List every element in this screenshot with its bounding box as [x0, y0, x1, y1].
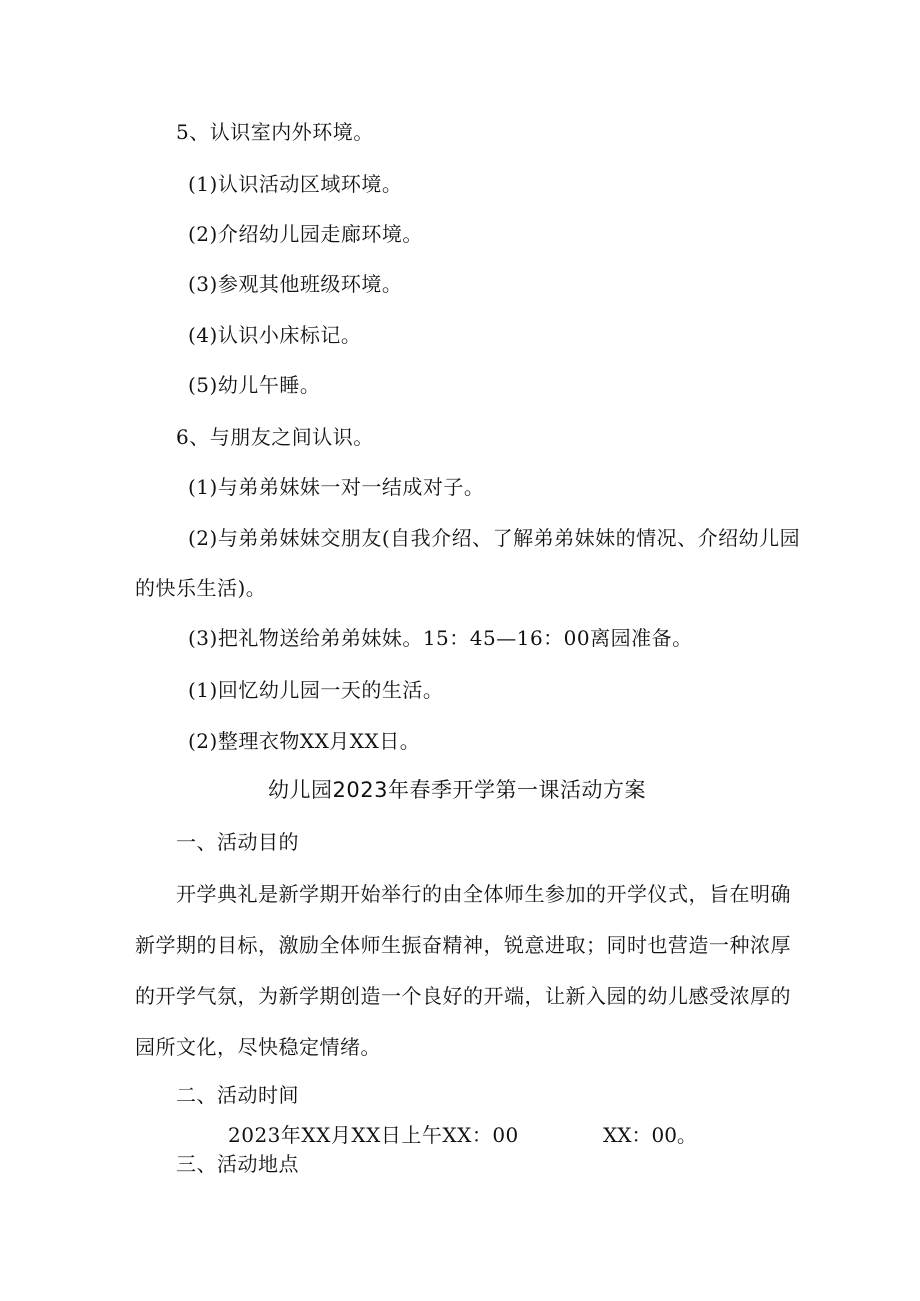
- purpose-heading: 一、活动目的: [176, 830, 299, 854]
- purpose-line-4: 园所文化，尽快稳定情绪。: [135, 1035, 381, 1059]
- purpose-line-2: 新学期的目标，激励全体师生振奋精神，锐意进取；同时也营造一种浓厚: [135, 933, 791, 957]
- section5-item-2: (2)介绍幼儿园走廊环境。: [188, 222, 423, 246]
- time-heading: 二、活动时间: [176, 1083, 299, 1107]
- plan-title: 幼儿园2023年春季开学第一课活动方案: [268, 778, 646, 802]
- section5-item-1: (1)认识活动区域环境。: [188, 172, 403, 196]
- purpose-line-3: 的开学气氛，为新学期创造一个良好的开端，让新入园的幼儿感受浓厚的: [135, 984, 791, 1008]
- place-heading: 三、活动地点: [176, 1152, 299, 1176]
- section5-item-3: (3)参观其他班级环境。: [188, 272, 403, 296]
- purpose-line-1: 开学典礼是新学期开始举行的由全体师生参加的开学仪式，旨在明确: [176, 882, 791, 906]
- time-end: XX：00。: [603, 1123, 697, 1147]
- section5-heading: 5、认识室内外环境。: [176, 120, 374, 144]
- section6-item-5: (2)整理衣物XX月XX日。: [188, 729, 421, 753]
- section5-item-4: (4)认识小床标记。: [188, 323, 362, 347]
- section6-item-2-line-2: 的快乐生活)。: [135, 576, 267, 600]
- section6-item-4: (1)回忆幼儿园一天的生活。: [188, 678, 444, 702]
- section6-item-2-line-1: (2)与弟弟妹妹交朋友(自我介绍、了解弟弟妹妹的情况、介绍幼儿园: [188, 526, 801, 550]
- section6-item-3: (3)把礼物送给弟弟妹妹。15：45—16：00离园准备。: [188, 626, 693, 650]
- section6-heading: 6、与朋友之间认识。: [176, 425, 374, 449]
- section6-item-1: (1)与弟弟妹妹一对一结成对子。: [188, 475, 485, 499]
- time-start: 2023年XX月XX日上午XX：00: [228, 1123, 519, 1147]
- section5-item-5: (5)幼儿午睡。: [188, 373, 321, 397]
